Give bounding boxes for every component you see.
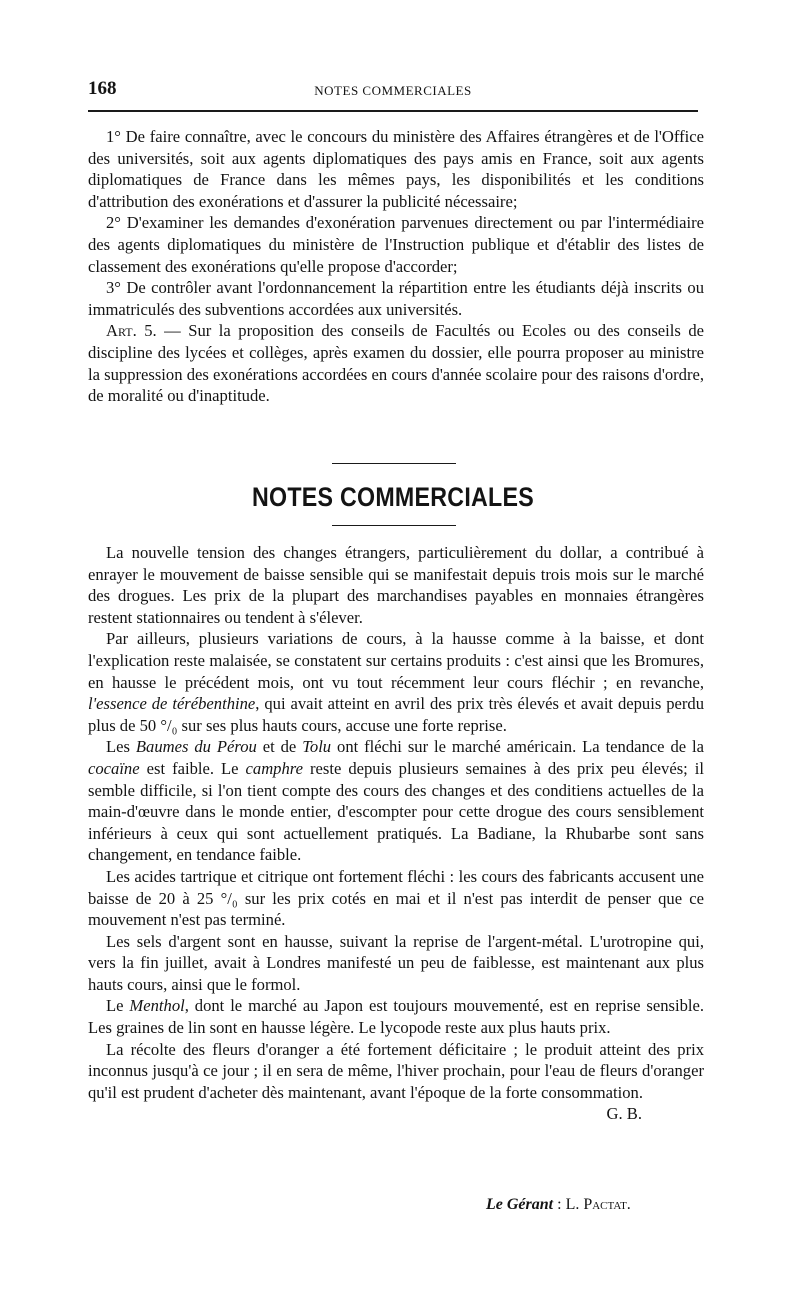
running-title: NOTES COMMERCIALES [314, 83, 472, 98]
signature-separator: : [553, 1196, 566, 1213]
signature [486, 1196, 631, 1214]
paragraph-changes: La nouvelle tension des changes étrangers, particulièrement du dollar, a contribué à enrayer le mouvement de baisse sensible qui se manifestait depuis trois mois sur le marché des drogues. Les prix de la plupart des marchandises payables en monnaies étrangères restent stationnaires ou tendent à s'élever. [88, 543, 704, 627]
section-rule-top [332, 463, 456, 464]
signature-name: L. Pactat. [565, 1196, 631, 1213]
author-initials: G. B. [606, 1104, 642, 1124]
italic-product-name: cocaïne [88, 758, 140, 778]
header-rule [88, 110, 698, 112]
paragraph-oranger [88, 1039, 704, 1124]
paragraph-menthol [88, 995, 704, 1038]
text-run: Par ailleurs, plusieurs variations de cours, à la hausse comme à la baisse, et dont l'explication reste malaisée, se constatent sur certains produits : c'est ainsi que les Bromures, en hausse le précédent mois, ont vu tout récemment leur cours fléchir ; en revanche, [88, 629, 704, 692]
italic-product-name: Menthol [129, 996, 185, 1016]
text-run: Les [106, 737, 136, 757]
italic-product-name: camphre [245, 758, 303, 778]
item-1-paragraph: 1° De faire connaître, avec le concours du ministère des Affaires étrangères et de l'Office des universités, soit aux agents diplomatiques des pays amis en France, soit aux agents diplomatiques de France dans les mêmes pays, les disponibilités et les conditions d'attribution des exonérations et d'assurer la publicité nécessaire; [88, 127, 704, 211]
signature-label: Le Gérant [486, 1196, 554, 1213]
italic-product-name: l'essence de térébenthine [88, 694, 256, 714]
text-run: Le [106, 996, 130, 1016]
italic-product-name: Tolu [302, 737, 332, 757]
text-run: et de [256, 737, 303, 757]
paragraph-baumes [88, 736, 704, 866]
article-text: — Sur la proposition des conseils de Facultés ou Ecoles ou des conseils de discipline des lycées et collèges, après examen du dossier, elle pourra proposer au ministre la suppression des exonérations accordées en cours d'année scolaire pour des raisons d'ordre, de moralité ou d'inaptitude. [88, 321, 704, 406]
italic-product-name: Baumes du Pérou [135, 737, 257, 757]
paragraph-acides: Les acides tartrique et citrique ont fortement fléchi : les cours des fabricants accusent une baisse de 20 à 25 °/₀ sur les prix cotés en mai et il n'est pas interdit de penser que ce mouvement n'est pas terminé. [88, 866, 704, 930]
text-run: , dont le marché au Japon est toujours mouvementé, est en reprise sensible. Les graines de lin sont en hausse légère. Le lycopode reste aux plus hauts prix. [88, 996, 705, 1038]
running-head [88, 78, 698, 102]
continued-text-block [88, 126, 704, 407]
section-title: NOTES COMMERCIALES [251, 482, 534, 512]
paragraph-sels: Les sels d'argent sont en hausse, suivant la reprise de l'argent-métal. L'urotropine qui, vers la fin juillet, avait à Londres manifesté un peu de faiblesse, est maintenant aux plus hauts cours, ainsi que le formol. [88, 931, 704, 994]
text-run: reste depuis plusieurs semaines à des prix peu élevés; il semble difficile, si l'on tient compte des cours des changes et des conditiens actuelles de la main-d'œuvre dans le monde entier, d'escompter pour cette drogue des cours sensiblement inférieurs à ceux qui sont actuellement pratiqués. La Badiane, la Rhubarbe sont sans changement, en tendance faible. [88, 758, 704, 865]
text-run: La récolte des fleurs d'oranger a été fortement déficitaire ; le produit atteint des prix inconnus jusqu'à ce jour ; il en sera de même, l'hiver prochain, pour l'eau de fleurs d'oranger qu'il est prudent d'acheter dès maintenant, avant l'époque de la forte consommation. [88, 1039, 704, 1102]
text-run: est faible. Le [139, 758, 246, 778]
section-rule-bottom [332, 525, 456, 526]
text-run: , qui avait atteint en avril des prix très élevés et avait depuis perdu plus de 50 °/₀ sur ses plus hauts cours, accuse une forte reprise. [88, 694, 704, 735]
item-2-paragraph: 2° D'examiner les demandes d'exonération parvenues directement ou par l'intermédiaire des agents diplomatiques du ministère de l'Instruction publique et d'établir des listes de classement des exonérations qu'elle propose d'accorder; [88, 213, 704, 276]
notes-text-block [88, 542, 704, 1125]
article-label: Art. 5. [106, 321, 157, 341]
paragraph-variations [88, 628, 704, 736]
text-run: ont fléchi sur le marché américain. La tendance de la [331, 737, 704, 757]
page-number: 168 [88, 78, 117, 99]
item-3-paragraph: 3° De contrôler avant l'ordonnancement la répartition entre les étudiants déjà inscrits ou immatriculés des subventions accordées aux universités. [88, 278, 704, 319]
article-5-paragraph [88, 320, 704, 406]
